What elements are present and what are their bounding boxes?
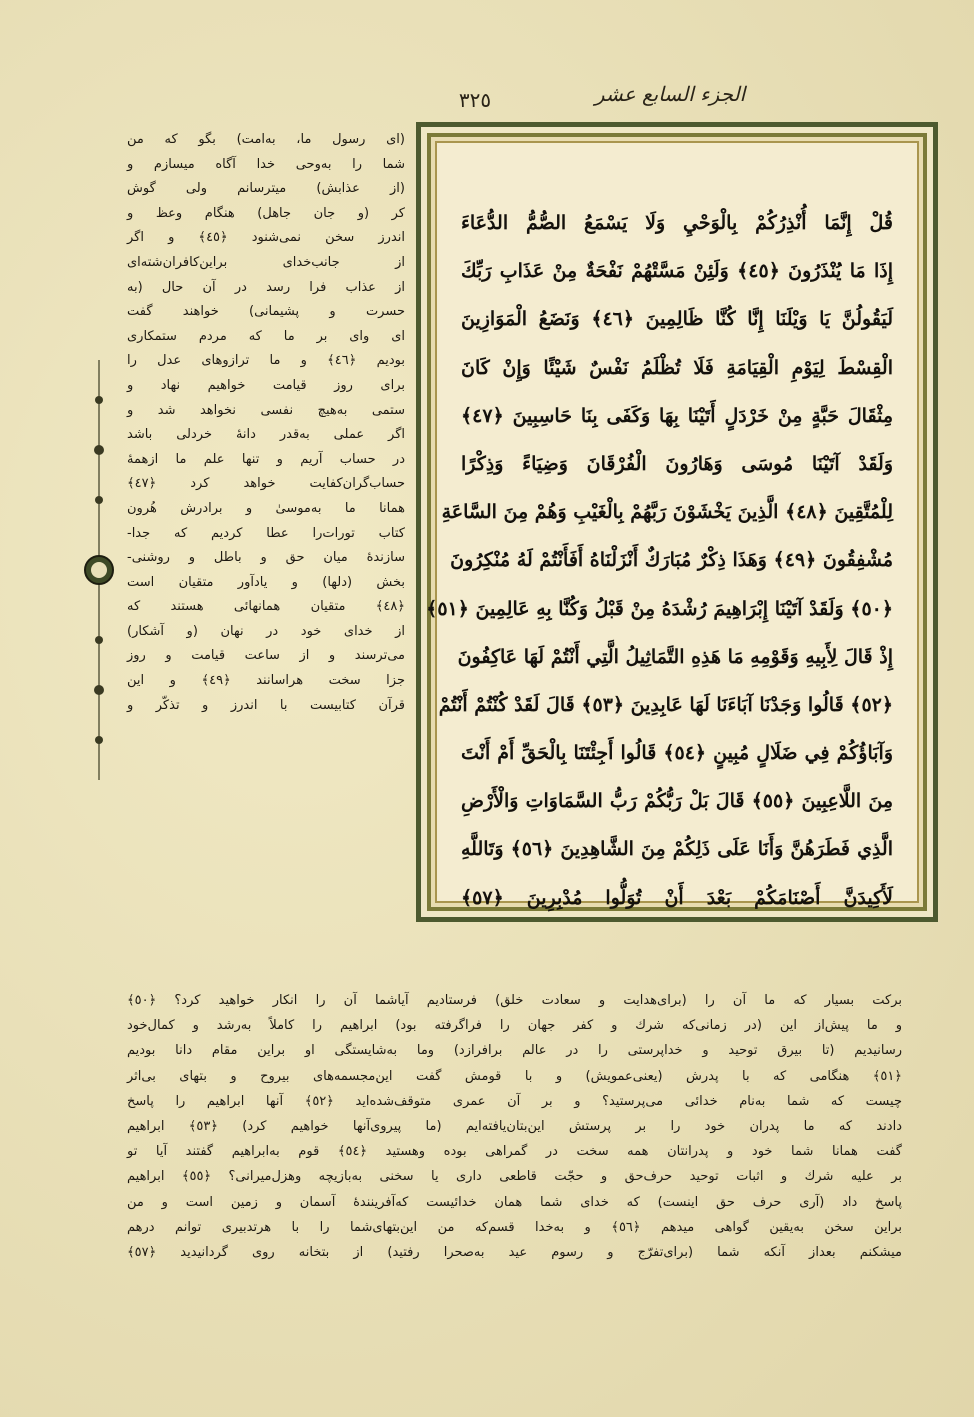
translation-line: پاسخ داد (آری حرف حق اینست) که خدای شما همان خدائیست که‌آفرینندهٔ آسمان و زمین است و من <box>127 1194 902 1210</box>
translation-line: قرآن کتابیست با اندرز و تذکّر و <box>127 697 405 713</box>
translation-line: بودیم ﴿٤٦﴾ و ما ترازوهای عدل را <box>127 353 405 369</box>
translation-bottom-block <box>127 988 902 1265</box>
translation-line: از جانب‌خدای براین‌کافران‌شته‌ای <box>127 254 405 270</box>
translation-line: چیست که شما به‌نام خدائی می‌پرستید؟ و بر آن عمری متوقف‌شده‌اید ﴿٥٢﴾ آنها ابراهیم را پاسخ <box>127 1093 902 1109</box>
translation-line: برای روز قیامت خواهیم نهاد و <box>127 377 405 393</box>
quran-line: إِذْ قَالَ لِأَبِيهِ وَقَوْمِهِ مَا هَذِهِ التَّمَاثِيلُ الَّتِي أَنْتُمْ لَهَا عَاكِفُونَ <box>457 645 893 668</box>
quran-line: إِذَا مَا يُنْذَرُونَ ﴿٤٥﴾ وَلَئِنْ مَسَّتْهُمْ نَفْحَةٌ مِنْ عَذَابِ رَبِّكَ <box>461 260 893 283</box>
translation-line: می‌ترسند و از ساعت قیامت و روز <box>127 648 405 664</box>
quran-line: وَلَقَدْ آتَيْنَا مُوسَى وَهَارُونَ الْفُرْقَانَ وَضِيَاءً وَذِكْرًا <box>461 452 893 475</box>
quran-line: لَيَقُولُنَّ يَا وَيْلَنَا إِنَّا كُنَّا ظَالِمِينَ ﴿٤٦﴾ وَنَضَعُ الْمَوَازِينَ <box>461 308 893 331</box>
quran-line: مِثْقَالَ حَبَّةٍ مِنْ خَرْدَلٍ أَتَيْنَا بِهَا وَكَفَى بِنَا حَاسِبِينَ ﴿٤٧﴾ <box>461 404 893 427</box>
translation-line: در حساب آریم و تنها علم ما ازهمهٔ <box>127 451 405 467</box>
translation-line: کر (و جان جاهل) هنگام وعظ و <box>127 205 405 221</box>
translation-line: میشکنم بعداز آنکه شما (برای‌تفرّج و رسوم عید به‌صحرا رفتید) از بتخانه روی گردانیدید ﴿٥٧﴾ <box>127 1244 902 1260</box>
translation-line: سازندهٔ میان حق و باطل و روشنی- <box>127 550 405 566</box>
translation-line: (ای رسول ما، به‌امت) بگو که من <box>127 132 405 147</box>
translation-line: از خدای خود در نهان (و آشکار) <box>127 623 405 639</box>
quran-text <box>426 199 894 922</box>
translation-line: اگر عملی به‌قدر دانهٔ خردلی باشد <box>127 427 405 443</box>
translation-side-column <box>127 128 405 718</box>
translation-line: دادند که ما پدران خود را بر پرستش این‌بتان‌یافته‌ایم (ما پیروی‌آنها خواهیم کرد) ﴿٥٣﴾ ابراهیم <box>127 1118 902 1134</box>
quran-line: ﴿٥٢﴾ قَالُوا وَجَدْنَا آبَاءَنَا لَهَا عَابِدِينَ ﴿٥٣﴾ قَالَ لَقَدْ كُنْتُمْ أَنْتُمْ <box>438 693 893 716</box>
translation-line: جزا سخت هراسانند ﴿٤٩﴾ و این <box>127 673 405 689</box>
quran-line: لَأَكِيدَنَّ أَصْنَامَكُمْ بَعْدَ أَنْ تُوَلُّوا مُدْبِرِينَ ﴿٥٧﴾ <box>461 886 893 909</box>
quran-line: الْقِسْطَ لِيَوْمِ الْقِيَامَةِ فَلَا تُظْلَمُ نَفْسٌ شَيْئًا وَإِنْ كَانَ <box>461 356 893 379</box>
translation-line: گفت همانا شما خود و پدرانتان همه سخت در گمراهی بوده وهستید ﴿٥٤﴾ قوم به‌ابراهیم گفتند آیا تو <box>127 1144 902 1160</box>
translation-line: حساب‌گران‌کفایت خواهد کرد ﴿٤٧﴾ <box>127 476 405 492</box>
quran-line: قُلْ إِنَّمَا أُنْذِرُكُمْ بِالْوَحْيِ وَلَا يَسْمَعُ الصُّمُّ الدُّعَاءَ <box>461 212 893 234</box>
quran-line: ﴿٥٠﴾ وَلَقَدْ آتَيْنَا إِبْرَاهِيمَ رُشْدَهُ مِنْ قَبْلُ وَكُنَّا بِهِ عَالِمِينَ ﴿٥١﴾ <box>426 597 893 620</box>
quran-line: الَّذِي فَطَرَهُنَّ وَأَنَا عَلَى ذَلِكُمْ مِنَ الشَّاهِدِينَ ﴿٥٦﴾ وَتَاللَّهِ <box>461 838 893 861</box>
translation-line: رسانیدیم (تا بیرق توحید و خداپرستی را در عالم برافرازد) وما به‌شایستگی او براین مقام دانا بودیم <box>127 1043 902 1059</box>
quran-line: لِلْمُتَّقِينَ ﴿٤٨﴾ الَّذِينَ يَخْشَوْنَ رَبَّهُمْ بِالْغَيْبِ وَهُمْ مِنَ السَّاعَةِ <box>441 501 893 524</box>
translation-line: برکت بسیار که ما آن را (برای‌هدایت و سعادت خلق) فرستادیم آیاشما آن را انکار خواهید کرد؟ ﴿٥٠﴾ <box>127 993 902 1008</box>
translation-line: بخش (دلها) و یادآور متقیان است <box>127 574 405 590</box>
translation-line: همانا ما به‌موسیٰ و برادرش هُرون <box>127 500 405 516</box>
translation-line: شما را به‌وحی خدا آگاه میسازم و <box>127 156 405 172</box>
translation-line: اندرز سخن نمی‌شنود ﴿٤٥﴾ و اگر <box>127 230 406 246</box>
translation-line: ای وای بر ما که مردم ستمکاری <box>127 328 405 344</box>
hizb-marker-ornament <box>84 360 114 780</box>
quran-line: مُشْفِقُونَ ﴿٤٩﴾ وَهَذَا ذِكْرٌ مُبَارَكٌ أَنْزَلْنَاهُ أَفَأَنْتُمْ لَهُ مُنْكِرُونَ <box>450 549 893 572</box>
quran-line: وَآبَاؤُكُمْ فِي ضَلَالٍ مُبِينٍ ﴿٥٤﴾ قَالُوا أَجِئْتَنَا بِالْحَقِّ أَمْ أَنْتَ <box>461 742 894 765</box>
translation-line: براین سخن به‌یقین گواهی میدهم ﴿٥٦﴾ و به‌خدا قسم‌که من این‌بتهای‌شما را با هرتدبیری توانم درهم <box>127 1219 903 1235</box>
page-number: ٣٢٥ <box>458 88 492 112</box>
translation-line: ستمی به‌هیچ نفسی نخواهد شد و <box>127 402 405 418</box>
translation-line: بر علیه شرك و اثبات توحید حرف‌حق و حجّت قاطعی داری یا سخنی به‌بازیچه وهزل‌میرانی؟ ﴿٥٥﴾ ابراهیم <box>127 1169 902 1185</box>
translation-line: و ما پیش‌از این (در زمانی‌که شرك و کفر جهان را فراگرفته بود) ابراهیم را کاملاً به‌رشد و کمال‌خود <box>127 1018 902 1034</box>
translation-line: حسرت و پشیمانی) خواهند گفت <box>127 304 405 320</box>
quran-text-frame <box>416 122 938 922</box>
translation-line: از عذاب فرا رسد در آن حال (به <box>127 279 405 295</box>
juz-title: الجزء السابع عشر <box>594 82 746 106</box>
translation-line: ﴿٥١﴾ هنگامی که با پدرش (یعنی‌عمویش) و با قومش گفت این‌مجسمه‌های بیروح و بتهای بی‌اثر <box>127 1068 902 1084</box>
translation-line: ﴿٤٨﴾ متقیان همانهائی هستند که <box>127 599 405 615</box>
translation-line: (از عذابش) میترسانم ولی گوش <box>127 181 405 197</box>
translation-line: کتاب تورات‌را عطا کردیم که جدا- <box>127 525 405 541</box>
quran-line: مِنَ اللَّاعِبِينَ ﴿٥٥﴾ قَالَ بَلْ رَبُّكُمْ رَبُّ السَّمَاوَاتِ وَالْأَرْضِ <box>461 790 893 813</box>
